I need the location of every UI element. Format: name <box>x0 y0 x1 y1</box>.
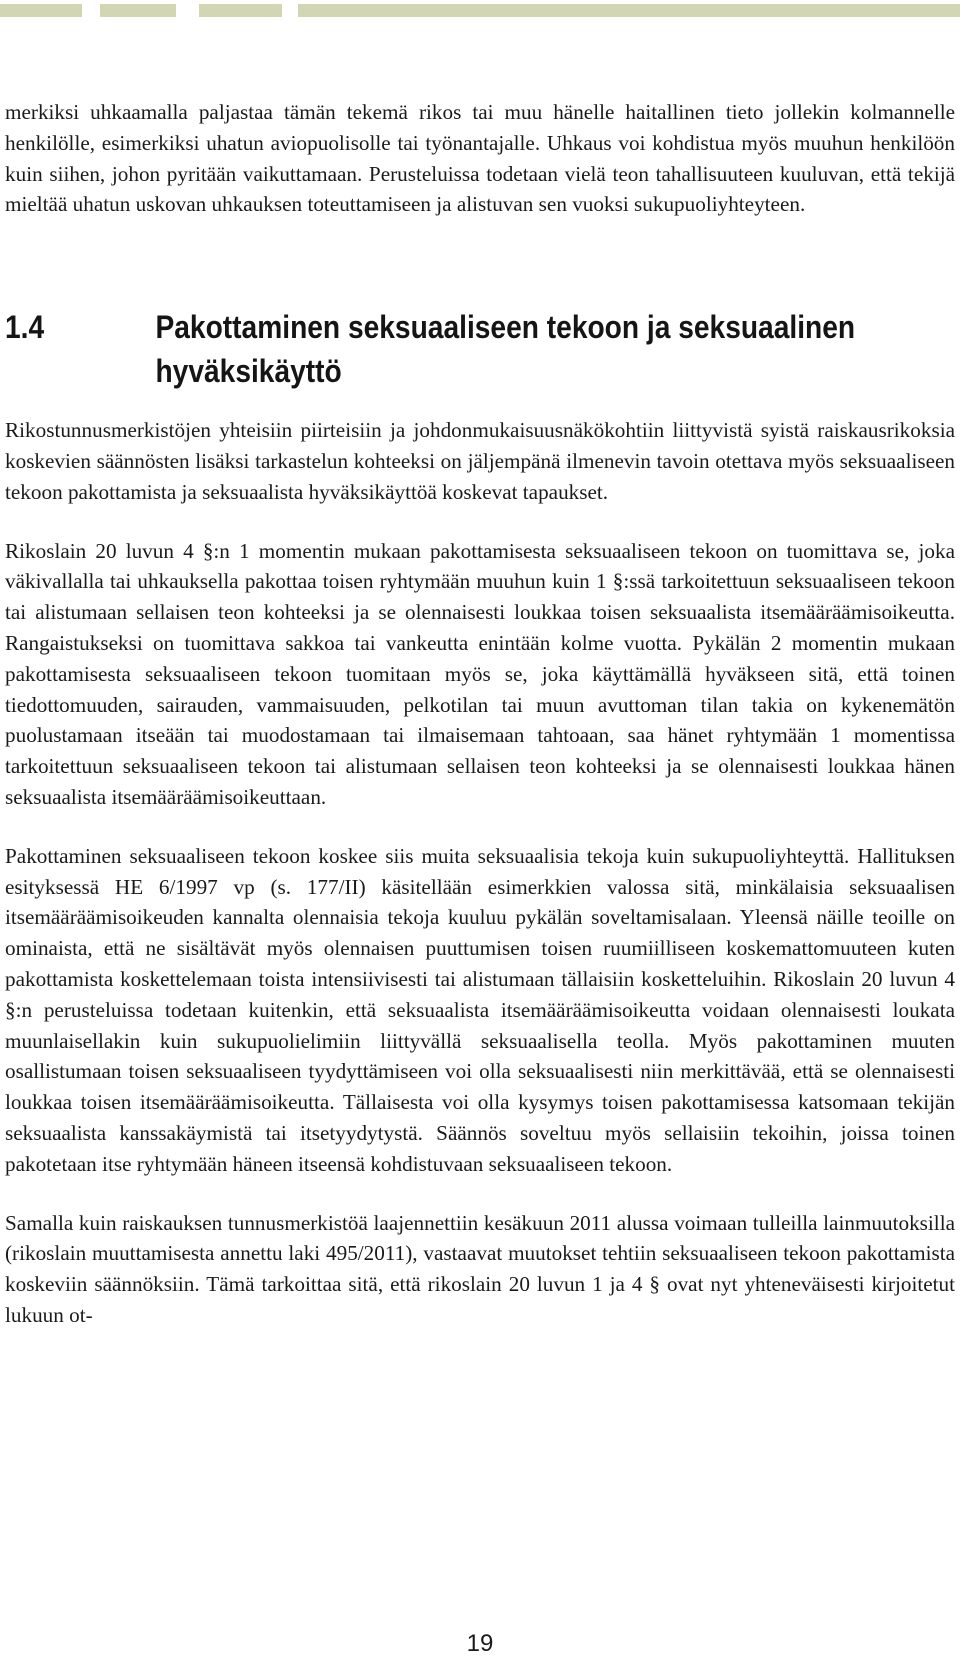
header-bar-segment <box>199 4 282 17</box>
header-bar-segment <box>100 4 176 17</box>
paragraph: Samalla kuin raiskauksen tunnusmerkistöä laajennettiin kesäkuun 2011 alussa voimaan tulleilla lainmuutoksilla (rikoslain muuttamisesta annettu laki 495/2011), vastaavat muutokset tehtiin seksuaaliseen tekoon pakottamista koskeviin säännöksiin. Tämä tarkoittaa sitä, että rikoslain 20 luvun 1 ja 4 § ovat nyt yhteneväisesti kirjoitetut lukuun ot- <box>5 1210 955 1327</box>
section-number: 1.4 <box>5 309 45 346</box>
paragraph: Rikostunnusmerkistöjen yhteisiin piirteisiin ja johdonmukaisuusnäkökohtiin liittyvistä syistä raiskausrikoksia koskevien säännösten lisäksi tarkastelun kohteeksi on jäljempänä ilmenevin tavoin otettava myös seksuaaliseen tekoon pakottamista ja seksuaalista hyväksikäyttöä koskevat tapaukset. <box>5 418 955 504</box>
paragraph: Pakottaminen seksuaaliseen tekoon koskee siis muita seksuaalisia tekoja kuin sukupuoliyhteyttä. Hallituksen esityksessä HE 6/1997 vp (s. 177/II) käsitellään esimerkkien valossa sitä, minkälaisia seksuaalisen itsemääräämisoikeuden kannalta olennaisia tekoja kuuluu pykälän soveltamisalaan. Yleensä näille teoille on ominaista, että ne sisältävät myös olennaisen puuttumisen toisen ruumiilliseen koskemattomuuteen kuten pakottamista koskettelemaan toista intensiivisesti tai alistumaan tällaisiin kosketteluihin. Rikoslain 20 luvun 4 §:n perusteluissa todetaan kuitenkin, että seksuaalista itsemääräämisoikeutta voidaan olennaisesti loukata muunlaisellakin kuin sukupuolielimiin liittyvällä seksuaalisella teolla. Myös pakottaminen muuten osallistumaan toisen seksuaaliseen tyydyttämiseen voi olla seksuaalisesti niin merkittävää, että se olennaisesti loukkaa toisen itsemääräämisoikeutta. Tällaisesta voi olla kysymys toisen pakottamisessa katsomaan tekijän seksuaalista kanssakäymistä tai itsetyydytystä. Säännös soveltuu myös sellaisiin tekoihin, joissa toinen pakotetaan itse ryhtymään häneen itseensä kohdistuvaan seksuaaliseen tekoon. <box>5 843 955 1176</box>
paragraph: Rikoslain 20 luvun 4 §:n 1 momentin mukaan pakottamisesta seksuaaliseen tekoon on tuomittava se, joka väkivallalla tai uhkauksella pakottaa toisen ryhtymään muuhun kuin 1 §:ssä tarkoitettuun seksuaaliseen tekoon tai alistumaan sellaisen teon kohteeksi ja se olennaisesti loukkaa toisen seksuaalista itsemääräämisoikeutta. Rangaistukseksi on tuomittava sakkoa tai vankeutta enintään kolme vuotta. Pykälän 2 momentin mukaan pakottamisesta seksuaaliseen tekoon tuomitaan myös se, joka käyttämällä hyväkseen sitä, että toinen tiedottomuuden, sairauden, vammaisuuden, pelkotilan tai muun avuttoman tilan takia on kykenemätön puolustamaan itseään tai muodostamaan tai ilmaisemaan tahtoaan, saa hänet ryhtymään 1 momentissa tarkoitettuun seksuaaliseen tekoon tai alistumaan sellaisen teon kohteeksi ja se olennaisesti loukkaa hänen seksuaalista itsemääräämisoikeuttaan. <box>5 538 955 809</box>
section-heading <box>5 305 947 393</box>
header-decorative-bar <box>0 4 960 17</box>
section-title: Pakottaminen seksuaaliseen tekoon ja seksuaalinen hyväksikäyttö <box>155 309 856 390</box>
header-bar-segment <box>298 4 960 17</box>
page-number: 19 <box>466 1630 494 1657</box>
paragraph-intro: merkiksi uhkaamalla paljastaa tämän tekemä rikos tai muu hänelle haitallinen tieto jollekin kolmannelle henkilölle, esimerkiksi uhatun aviopuolisolle tai työnantajalle. Uhkaus voi kohdistua myös muuhun henkilöön kuin siihen, johon pyritään vaikuttamaan. Perusteluissa todetaan vielä teon tahallisuuteen kuuluvan, että tekijä mieltää uhatun uskovan uhkauksen toteuttamiseen ja alistuvan sen vuoksi sukupuoliyhteyteen. <box>5 100 955 217</box>
header-bar-segment <box>0 4 82 17</box>
document-body <box>5 97 955 1331</box>
